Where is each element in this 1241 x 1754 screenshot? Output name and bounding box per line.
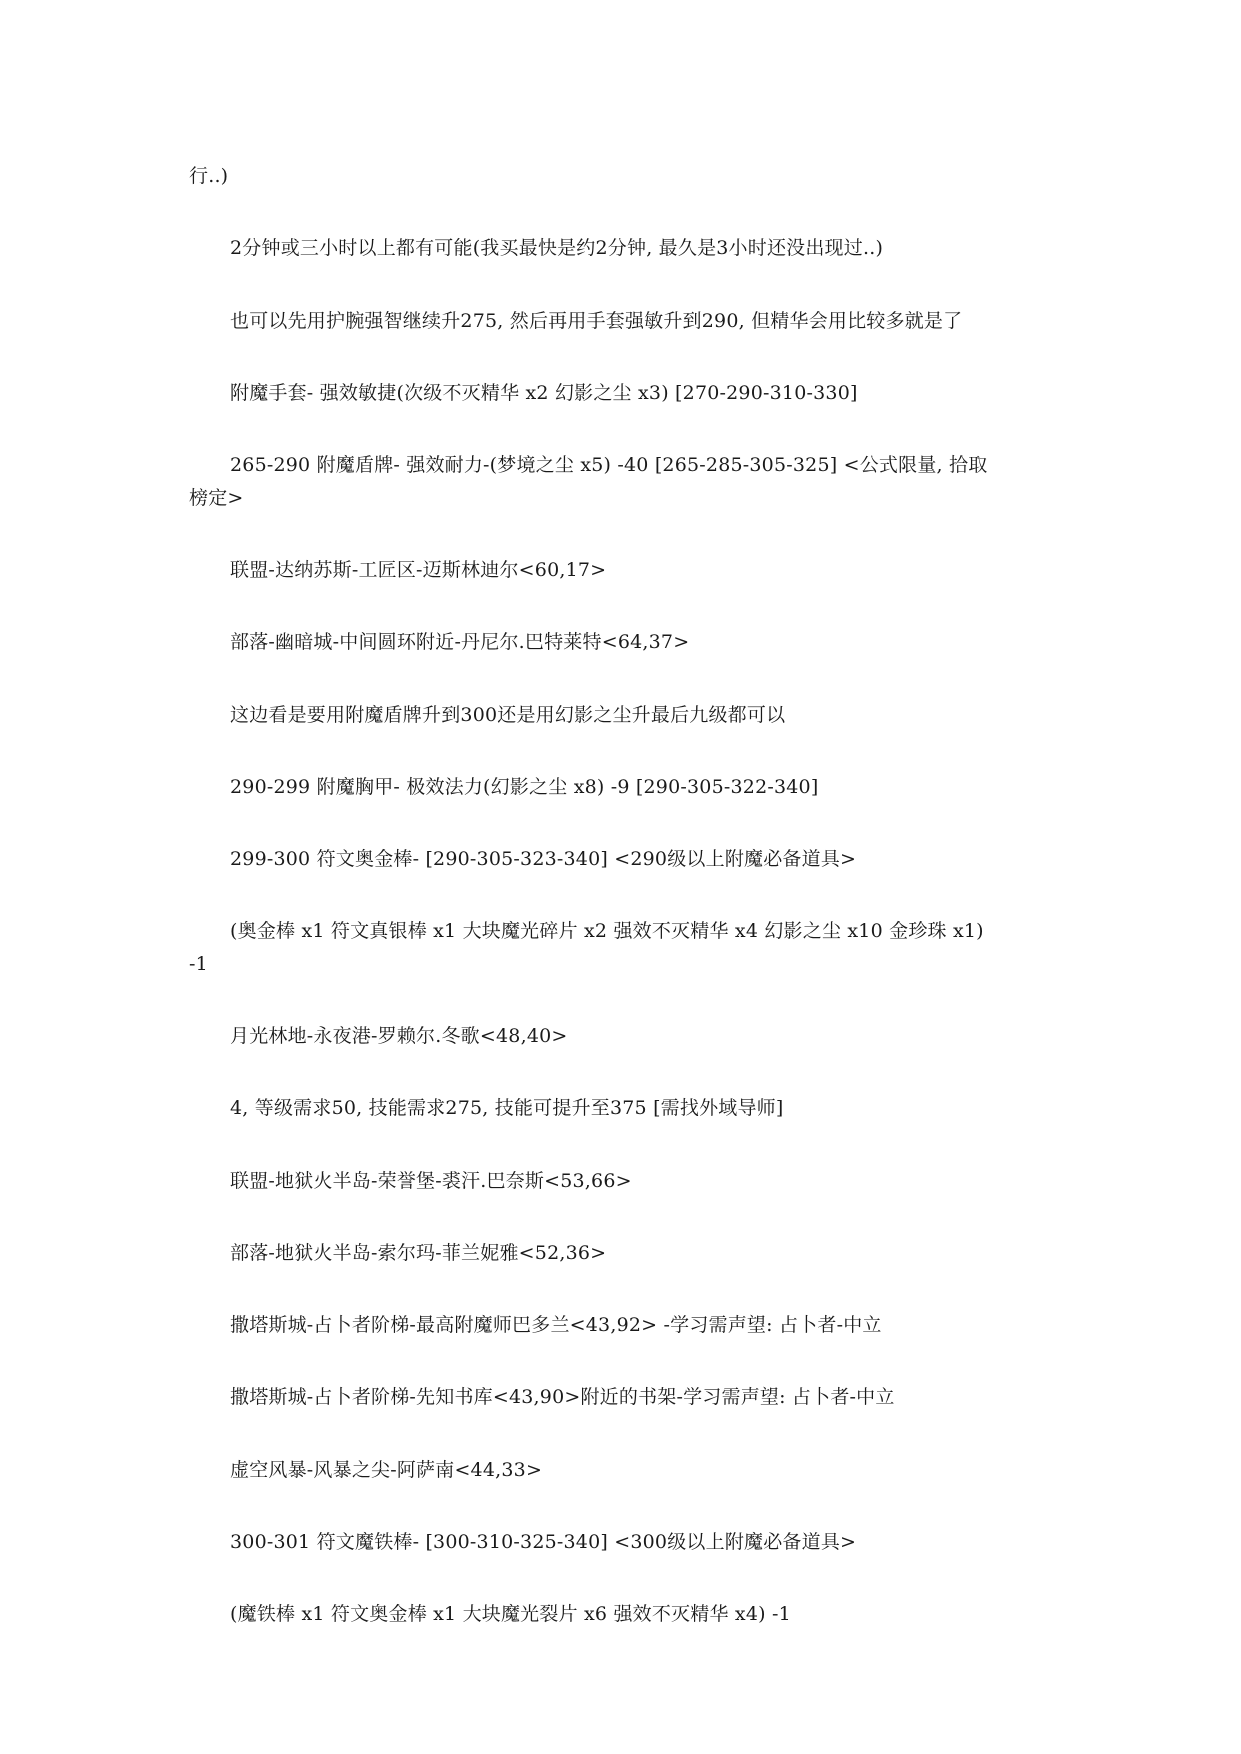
paragraph: 部落-地狱火半岛-索尔玛-菲兰妮雅<52,36> xyxy=(230,1242,607,1264)
paragraph: (魔铁棒 x1 符文奥金棒 x1 大块魔光裂片 x6 强效不灭精华 x4) -1 xyxy=(230,1603,791,1625)
paragraph: 虚空风暴-风暴之尖-阿萨南<44,33> xyxy=(230,1459,543,1481)
paragraph: 4, 等级需求50, 技能需求275, 技能可提升至375 [需找外域导师] xyxy=(230,1097,784,1119)
paragraph: 联盟-地狱火半岛-荣誉堡-裘汗.巴奈斯<53,66> xyxy=(230,1170,632,1192)
paragraph-continuation: -1 xyxy=(189,953,208,975)
paragraph: 2分钟或三小时以上都有可能(我买最快是约2分钟, 最久是3小时还没出现过..) xyxy=(230,237,884,259)
paragraph-continuation: 榜定> xyxy=(189,487,244,509)
paragraph: 附魔手套- 强效敏捷(次级不灭精华 x2 幻影之尘 x3) [270-290-310-330] xyxy=(230,382,858,404)
paragraph: 也可以先用护腕强智继续升275, 然后再用手套强敏升到290, 但精华会用比较多就是了 xyxy=(230,310,963,332)
paragraph-continuation: 行..) xyxy=(189,165,229,187)
paragraph: (奥金棒 x1 符文真银棒 x1 大块魔光碎片 x2 强效不灭精华 x4 幻影之尘 x10 金珍珠 x1) xyxy=(230,920,984,942)
paragraph: 撒塔斯城-占卜者阶梯-先知书库<43,90>附近的书架-学习需声望: 占卜者-中立 xyxy=(230,1386,895,1408)
paragraph: 联盟-达纳苏斯-工匠区-迈斯林迪尔<60,17> xyxy=(230,559,607,581)
paragraph: 299-300 符文奥金棒- [290-305-323-340] <290级以上附魔必备道具> xyxy=(230,848,857,870)
paragraph: 部落-幽暗城-中间圆环附近-丹尼尔.巴特莱特<64,37> xyxy=(230,631,690,653)
paragraph: 月光林地-永夜港-罗赖尔.冬歌<48,40> xyxy=(230,1025,568,1047)
paragraph: 300-301 符文魔铁棒- [300-310-325-340] <300级以上附魔必备道具> xyxy=(230,1531,857,1553)
paragraph: 265-290 附魔盾牌- 强效耐力-(梦境之尘 x5) -40 [265-285-305-325] <公式限量, 拾取 xyxy=(230,454,988,476)
paragraph: 290-299 附魔胸甲- 极效法力(幻影之尘 x8) -9 [290-305-322-340] xyxy=(230,776,819,798)
paragraph: 撒塔斯城-占卜者阶梯-最高附魔师巴多兰<43,92> -学习需声望: 占卜者-中立 xyxy=(230,1314,882,1336)
paragraph: 这边看是要用附魔盾牌升到300还是用幻影之尘升最后九级都可以 xyxy=(230,704,786,726)
